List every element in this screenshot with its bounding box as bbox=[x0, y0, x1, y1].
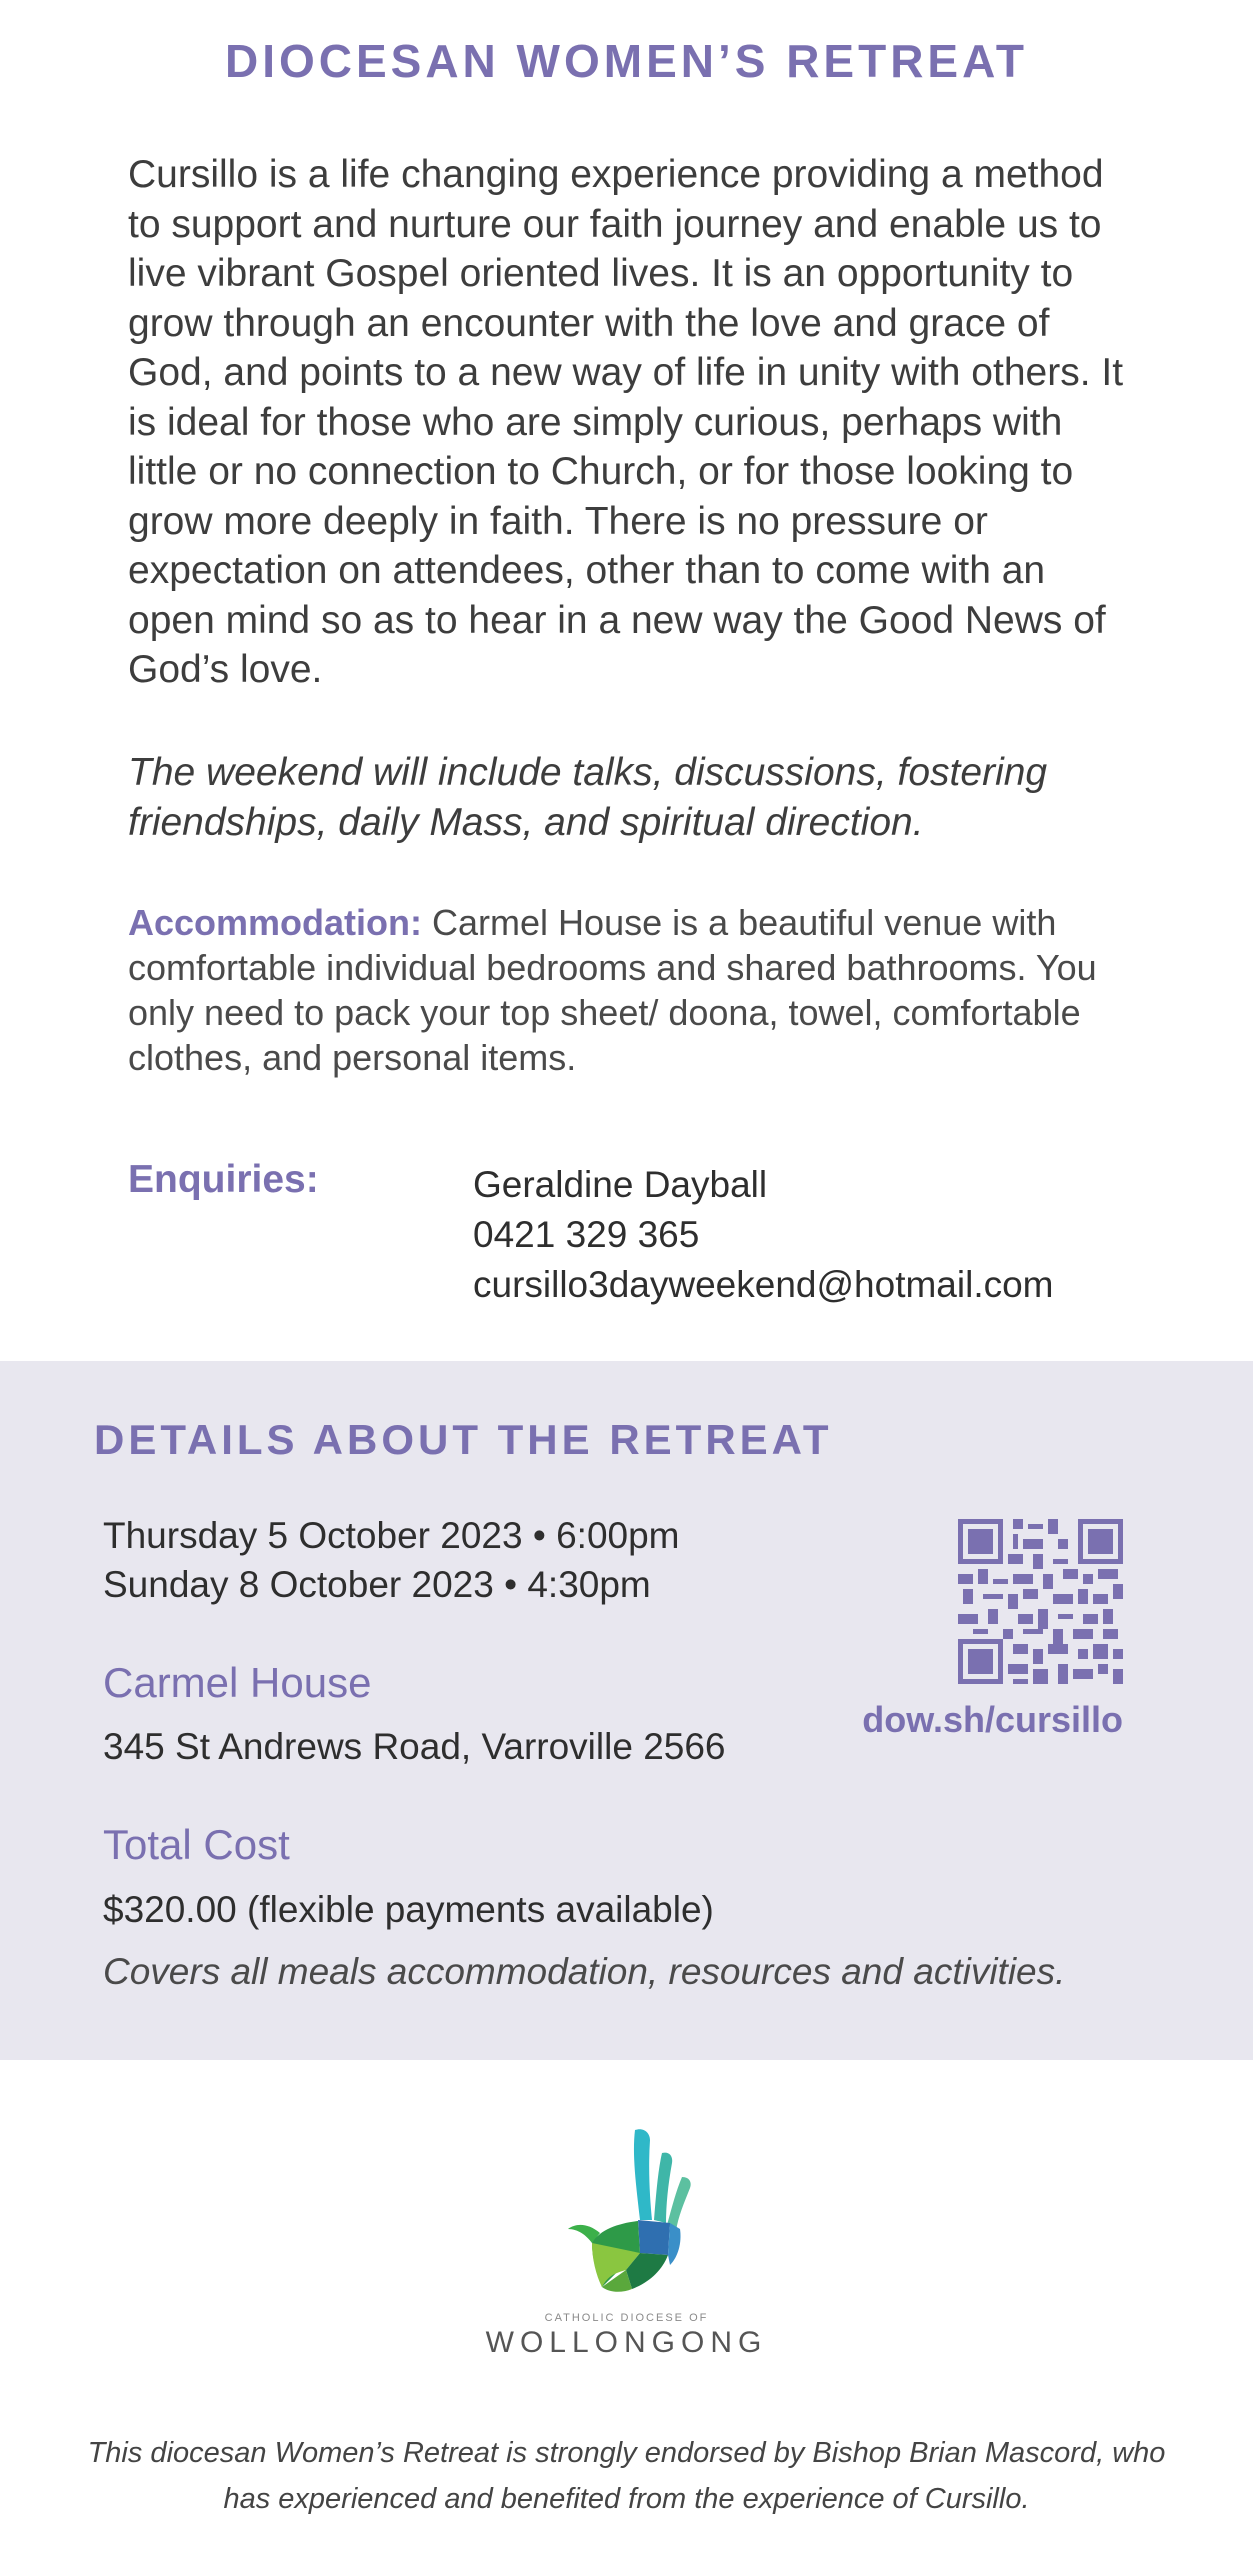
details-panel bbox=[0, 1361, 1253, 2060]
accommodation-text: Carmel House is a beautiful venue with comfortable individual bedrooms and shared bathrooms. You only need to pack your top sheet/ doona, towel, comfortable clothes, and personal items. bbox=[128, 902, 1097, 1078]
intro-paragraph: Cursillo is a life changing experience providing a method to support and nurture our faith journey and enable us to live vibrant Gospel oriented lives. It is an opportunity to grow through an encounter with the love and grace of God, and points to a new way of life in unity with others. It is ideal for those who are simply curious, perhaps with little or no connection to Church, or for those looking to grow more deeply in faith. There is no pressure or expectation on attendees, other than to come with an open mind so as to hear in a new way the Good News of God’s love. bbox=[128, 153, 1124, 691]
start-date: Thursday 5 October 2023 • 6:00pm bbox=[103, 1515, 680, 1556]
cost-heading: Total Cost bbox=[103, 1821, 290, 1868]
contact-phone[interactable]: 0421 329 365 bbox=[473, 1214, 700, 1255]
cost-value: $320.00 (flexible payments available) bbox=[103, 1889, 714, 1930]
logo-caption-main: WOLLONGONG bbox=[485, 2326, 768, 2359]
accommodation-label: Accommodation: bbox=[128, 902, 423, 943]
qr-code-icon[interactable] bbox=[958, 1519, 1123, 1684]
venue-name: Carmel House bbox=[103, 1659, 372, 1706]
logo-caption-small: CATHOLIC DIOCESE OF bbox=[544, 2312, 709, 2324]
short-url-link[interactable]: dow.sh/cursillo bbox=[862, 1699, 1123, 1740]
weekend-note: The weekend will include talks, discussions, fostering friendships, daily Mass, and spiritual direction. bbox=[128, 751, 1048, 844]
page-title: DIOCESAN WOMEN’S RETREAT bbox=[224, 35, 1029, 87]
end-date: Sunday 8 October 2023 • 4:30pm bbox=[103, 1564, 651, 1605]
contact-name: Geraldine Dayball bbox=[473, 1164, 768, 1205]
enquiries-label: Enquiries: bbox=[128, 1158, 319, 1201]
cost-note: Covers all meals accommodation, resources and activities. bbox=[103, 1951, 1066, 1992]
footer-note: This diocesan Women’s Retreat is strongly endorsed by Bishop Brian Mascord, who has experienced and benefited from the experience of Cursillo. bbox=[87, 2437, 1166, 2515]
retreat-dates bbox=[103, 1511, 680, 1609]
enquiries-contact bbox=[473, 1160, 1054, 1310]
details-title: DETAILS ABOUT THE RETREAT bbox=[94, 1416, 833, 1463]
venue-address: 345 St Andrews Road, Varroville 2566 bbox=[103, 1726, 726, 1767]
accommodation-paragraph bbox=[128, 900, 1138, 1080]
contact-email[interactable]: cursillo3dayweekend@hotmail.com bbox=[473, 1264, 1054, 1305]
diocese-logo bbox=[540, 2125, 730, 2325]
